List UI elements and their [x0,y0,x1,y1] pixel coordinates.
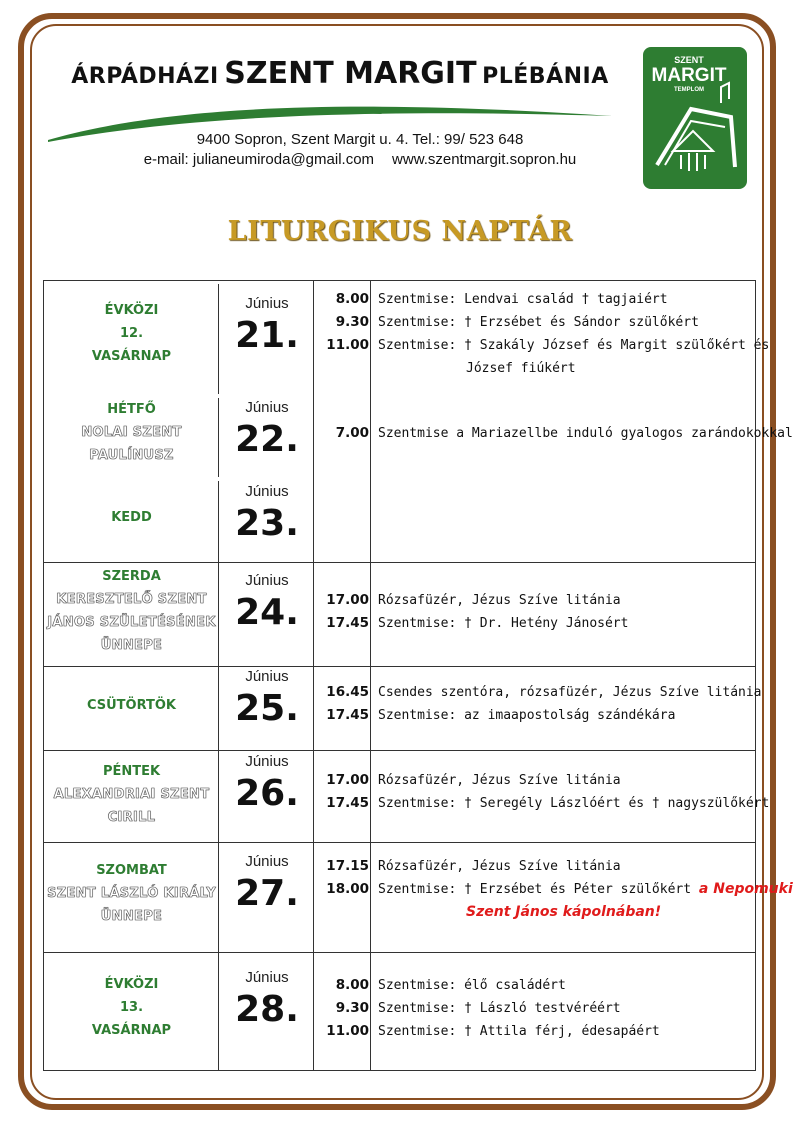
days-3-feast-lines-2: ÜNNEPE [100,638,163,653]
day-26-entries [378,769,770,815]
calendar-title: LITURGIKUS NAPTÁR [227,216,573,247]
day-25-label [44,694,219,717]
day-23-label [44,506,219,529]
days-7-entries-0: Szentmise: élő családért [378,978,566,993]
day-27-entries [378,855,793,924]
logo-top-text: SZENT [674,55,704,65]
days-3-entries-1: Szentmise: † Dr. Hetény Jánosért [378,616,629,631]
day-27-times [315,855,369,901]
days-5-times-0: 17.00 [326,772,369,788]
days-5-feast-lines-1: CIRILL [107,810,156,825]
day-24-times [315,589,369,635]
days-7-times-0: 8.00 [335,977,369,993]
days-0-times-0: 8.00 [335,291,369,307]
column-divider [370,281,371,562]
days-3-feast-lines-1: JÁNOS SZÜLETÉSÉNEK [47,615,216,630]
day-22-date [220,399,314,460]
days-0-day-lines-2: VASÁRNAP [91,349,172,364]
day-21-date [220,295,314,356]
title-suffix: PLÉBÁNIA [482,64,609,89]
days-4-date: 25. [235,688,299,729]
days-0-entries-3: József fiúkért [466,361,576,376]
day-26-times [315,769,369,815]
days-1-times-0: 7.00 [335,425,369,441]
days-6-times-0: 17.15 [326,858,369,874]
website-link[interactable]: www.szentmargit.sopron.hu [392,151,577,168]
day-25-entries [378,681,762,727]
calendar-group-week-start [44,281,793,563]
days-5-feast-lines-0: ALEXANDRIAI SZENT [53,787,210,802]
days-3-feast-lines-0: KERESZTELŐ SZENT [56,592,207,607]
chapel-location-note: a Nepomuki [698,881,793,897]
column-divider [370,666,371,750]
calendar-row-27 [44,842,793,953]
day-28-date [220,969,314,1030]
chapel-location-note-cont: Szent János kápolnában! [466,904,662,920]
days-0-day-lines-0: ÉVKÖZI [104,303,159,318]
days-6-entries-1: Szentmise: † Erzsébet és Péter szülőkért [378,882,692,897]
days-6-times-1: 18.00 [326,881,369,897]
days-0-month: Június [245,295,289,312]
calendar-row-26 [44,750,770,843]
day-25-date [220,668,314,729]
day-22-times [315,422,369,445]
day-24-entries [378,589,750,635]
days-0-entries-1: Szentmise: † Erzsébet és Sándor szülőkért [378,315,699,330]
days-7-day-lines-2: VASÁRNAP [91,1023,172,1038]
days-6-entries-0: Rózsafüzér, Jézus Szíve litánia [378,859,621,874]
column-divider [370,750,371,842]
title-prefix: ÁRPÁDHÁZI [71,64,219,89]
parish-title [60,56,620,91]
day-27-date [220,853,314,914]
day-23-date [220,483,314,544]
days-5-times-1: 17.45 [326,795,369,811]
day-21-entries [378,288,770,380]
day-28-label [44,973,219,1042]
days-7-times-1: 9.30 [335,1000,369,1016]
days-3-times-0: 17.00 [326,592,369,608]
days-3-month: Június [245,572,289,589]
days-5-entries-0: Rózsafüzér, Jézus Szíve litánia [378,773,621,788]
days-1-feast-lines-1: PAULÍNUSZ [89,448,174,463]
days-2-month: Június [245,483,289,500]
days-0-date: 21. [235,315,299,356]
column-divider [370,562,371,666]
day-21-times [315,288,369,357]
day-22-label [44,398,219,467]
days-3-entries-0: Rózsafüzér, Jézus Szíve litánia [378,593,621,608]
calendar-row-24 [44,562,755,667]
calendar-row-28 [44,952,755,1070]
days-1-day-lines-0: HÉTFŐ [107,402,156,417]
days-1-date: 22. [235,419,299,460]
days-7-date: 28. [235,989,299,1030]
day-26-date [220,753,314,814]
days-0-day-lines-1: 12. [119,326,144,341]
days-6-day-lines-0: SZOMBAT [96,863,167,878]
title-main: SZENT MARGIT [224,56,477,91]
column-divider [370,952,371,1070]
days-0-times-2: 11.00 [326,337,369,353]
day-27-label [44,859,219,928]
day-24-date [220,572,314,633]
days-4-day-lines-0: CSÜTÖRTÖK [86,698,177,713]
days-0-times-1: 9.30 [335,314,369,330]
days-3-day-lines-0: SZERDA [102,569,161,584]
days-0-entries-2: Szentmise: † Szakály József és Margit szülőkért és [378,338,770,353]
days-6-feast-lines-0: SZENT LÁSZLÓ KIRÁLY [47,886,216,901]
days-6-month: Június [245,853,289,870]
days-1-entries-0: Szentmise a Mariazellbe induló gyalogos zarándokokkal [378,426,793,441]
calendar-row-25 [44,666,762,751]
day-28-entries [378,974,750,1043]
column-divider [370,842,371,952]
days-6-feast-lines-1: ÜNNEPE [100,909,163,924]
day-24-label [44,565,219,657]
days-4-entries-0: Csendes szentóra, rózsafüzér, Jézus Szíve litánia [378,685,762,700]
days-7-entries-1: Szentmise: † László testvéréért [378,1001,621,1016]
liturgical-calendar-table [43,280,793,1071]
days-5-day-lines-0: PÉNTEK [102,764,161,779]
days-4-entries-1: Szentmise: az imaapostolság szándékára [378,708,676,723]
days-7-month: Június [245,969,289,986]
days-4-month: Június [245,668,289,685]
days-5-entries-1: Szentmise: † Seregély Lászlóért és † nagyszülőkért [378,796,770,811]
day-25-times [315,681,369,727]
logo-sub-text: TEMPLOM [674,87,704,93]
days-1-month: Június [245,399,289,416]
days-7-times-2: 11.00 [326,1023,369,1039]
day-22-entries [378,422,793,445]
contact-block [100,130,620,170]
days-5-date: 26. [235,773,299,814]
days-1-feast-lines-0: NOLAI SZENT [81,425,182,440]
days-0-entries-0: Szentmise: Lendvai család † tagjaiért [378,292,668,307]
days-4-times-1: 17.45 [326,707,369,723]
day-26-label [44,760,219,829]
days-3-times-1: 17.45 [326,615,369,631]
day-28-times [315,974,369,1043]
day-21-label [44,299,219,368]
days-2-date: 23. [235,503,299,544]
days-4-times-0: 16.45 [326,684,369,700]
days-7-entries-2: Szentmise: † Attila férj, édesapáért [378,1024,660,1039]
church-logo [643,47,747,189]
logo-main-text: MARGIT [651,65,727,86]
email-link[interactable]: e-mail: julianeumiroda@gmail.com [143,151,375,168]
days-7-day-lines-1: 13. [119,1000,144,1015]
days-6-date: 27. [235,873,299,914]
days-3-date: 24. [235,592,299,633]
days-7-day-lines-0: ÉVKÖZI [104,977,159,992]
days-5-month: Június [245,753,289,770]
postal-address: 9400 Sopron, Szent Margit u. 4. Tel.: 99/ 523 648 [196,131,524,148]
days-2-day-lines-0: KEDD [111,510,152,525]
